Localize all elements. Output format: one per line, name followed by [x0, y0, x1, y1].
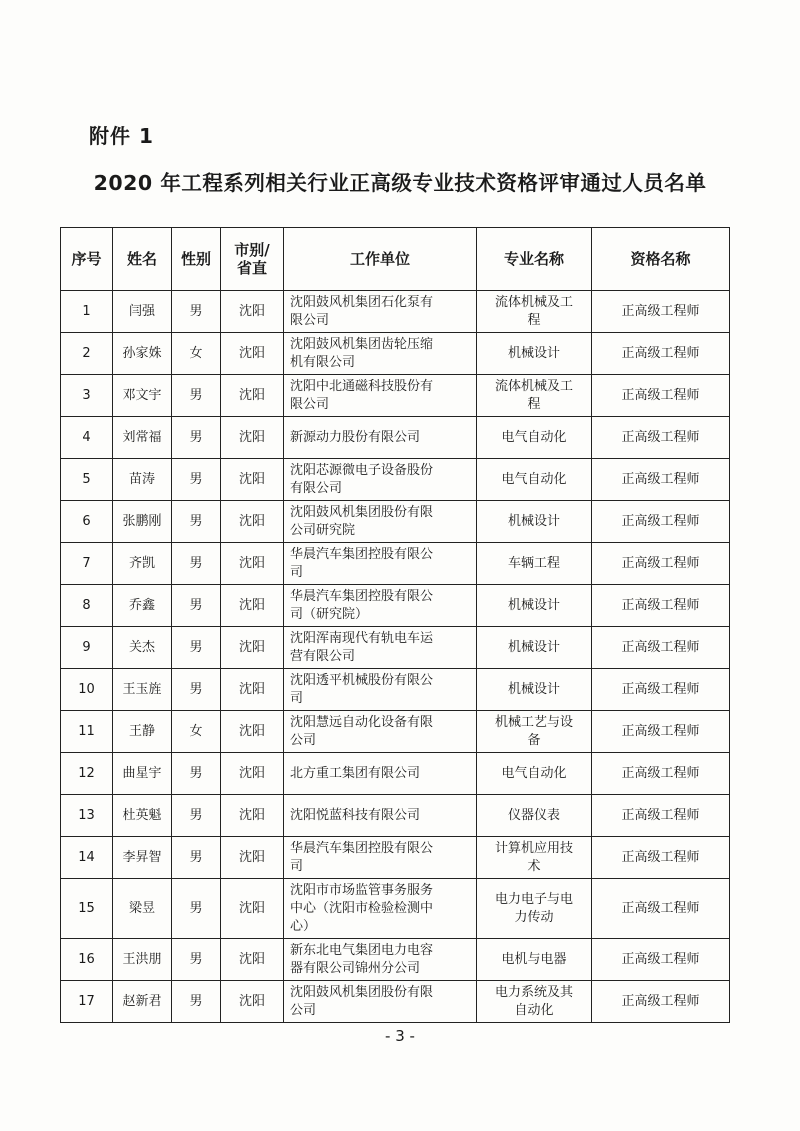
document-title: 2020 年工程系列相关行业正高级专业技术资格评审通过人员名单	[93, 171, 707, 195]
cell-specialty: 电气自动化	[477, 417, 592, 459]
cell-specialty: 计算机应用技 术	[477, 837, 592, 879]
header-region: 市别/ 省直	[221, 228, 284, 291]
table-row	[61, 837, 730, 879]
table-row	[61, 291, 730, 333]
cell-seq: 11	[61, 711, 113, 753]
cell-qualification: 正高级工程师	[592, 669, 730, 711]
table-row	[61, 585, 730, 627]
header-unit: 工作单位	[284, 228, 477, 291]
cell-name: 孙家姝	[113, 333, 172, 375]
cell-specialty: 仪器仪表	[477, 795, 592, 837]
cell-unit: 沈阳鼓风机集团股份有限 公司研究院	[284, 501, 477, 543]
cell-unit: 沈阳市市场监管事务服务 中心（沈阳市检验检测中 心）	[284, 879, 477, 939]
cell-unit: 沈阳芯源微电子设备股份 有限公司	[284, 459, 477, 501]
cell-name: 李昇智	[113, 837, 172, 879]
table-row	[61, 627, 730, 669]
cell-gender: 男	[172, 501, 221, 543]
cell-name: 邓文宇	[113, 375, 172, 417]
cell-gender: 男	[172, 543, 221, 585]
attachment-label: 附件 1	[89, 124, 154, 148]
cell-unit: 华晨汽车集团控股有限公 司	[284, 543, 477, 585]
cell-gender: 女	[172, 333, 221, 375]
cell-name: 齐凯	[113, 543, 172, 585]
table-body	[61, 291, 730, 1023]
cell-specialty: 流体机械及工 程	[477, 375, 592, 417]
cell-qualification: 正高级工程师	[592, 753, 730, 795]
cell-unit: 新东北电气集团电力电容 器有限公司锦州分公司	[284, 939, 477, 981]
header-seq: 序号	[61, 228, 113, 291]
table-row	[61, 417, 730, 459]
cell-qualification: 正高级工程师	[592, 939, 730, 981]
cell-region: 沈阳	[221, 627, 284, 669]
cell-name: 王玉旌	[113, 669, 172, 711]
table-row	[61, 711, 730, 753]
cell-specialty: 电机与电器	[477, 939, 592, 981]
cell-region: 沈阳	[221, 981, 284, 1023]
cell-seq: 4	[61, 417, 113, 459]
table-row	[61, 795, 730, 837]
cell-seq: 8	[61, 585, 113, 627]
cell-gender: 男	[172, 459, 221, 501]
cell-name: 梁昱	[113, 879, 172, 939]
cell-qualification: 正高级工程师	[592, 543, 730, 585]
cell-qualification: 正高级工程师	[592, 981, 730, 1023]
cell-specialty: 电气自动化	[477, 459, 592, 501]
cell-name: 曲星宇	[113, 753, 172, 795]
cell-unit: 新源动力股份有限公司	[284, 417, 477, 459]
cell-gender: 男	[172, 879, 221, 939]
cell-gender: 男	[172, 795, 221, 837]
cell-unit: 北方重工集团有限公司	[284, 753, 477, 795]
cell-region: 沈阳	[221, 879, 284, 939]
cell-gender: 男	[172, 939, 221, 981]
cell-gender: 男	[172, 417, 221, 459]
cell-qualification: 正高级工程师	[592, 333, 730, 375]
table-row	[61, 543, 730, 585]
cell-specialty: 车辆工程	[477, 543, 592, 585]
cell-gender: 男	[172, 585, 221, 627]
table-row	[61, 669, 730, 711]
cell-gender: 男	[172, 291, 221, 333]
cell-specialty: 电气自动化	[477, 753, 592, 795]
table-row	[61, 375, 730, 417]
roster-table	[60, 227, 730, 1023]
cell-region: 沈阳	[221, 585, 284, 627]
cell-gender: 男	[172, 375, 221, 417]
cell-seq: 1	[61, 291, 113, 333]
cell-unit: 沈阳浑南现代有轨电车运 营有限公司	[284, 627, 477, 669]
cell-region: 沈阳	[221, 543, 284, 585]
cell-qualification: 正高级工程师	[592, 711, 730, 753]
cell-unit: 沈阳慧远自动化设备有限 公司	[284, 711, 477, 753]
cell-seq: 17	[61, 981, 113, 1023]
page-number: - 3 -	[385, 1027, 415, 1045]
cell-gender: 男	[172, 837, 221, 879]
cell-qualification: 正高级工程师	[592, 585, 730, 627]
table-header-row	[61, 228, 730, 291]
cell-specialty: 机械设计	[477, 627, 592, 669]
table-row	[61, 333, 730, 375]
header-name: 姓名	[113, 228, 172, 291]
cell-gender: 男	[172, 753, 221, 795]
cell-unit: 沈阳透平机械股份有限公 司	[284, 669, 477, 711]
cell-unit: 沈阳悦蓝科技有限公司	[284, 795, 477, 837]
header-specialty: 专业名称	[477, 228, 592, 291]
cell-region: 沈阳	[221, 459, 284, 501]
cell-qualification: 正高级工程师	[592, 501, 730, 543]
cell-specialty: 电力系统及其 自动化	[477, 981, 592, 1023]
cell-unit: 华晨汽车集团控股有限公 司	[284, 837, 477, 879]
cell-seq: 7	[61, 543, 113, 585]
cell-seq: 3	[61, 375, 113, 417]
cell-name: 杜英魁	[113, 795, 172, 837]
cell-specialty: 机械设计	[477, 669, 592, 711]
cell-region: 沈阳	[221, 837, 284, 879]
cell-specialty: 机械设计	[477, 501, 592, 543]
cell-name: 张鹏刚	[113, 501, 172, 543]
cell-seq: 9	[61, 627, 113, 669]
cell-qualification: 正高级工程师	[592, 375, 730, 417]
cell-region: 沈阳	[221, 753, 284, 795]
cell-specialty: 机械工艺与设 备	[477, 711, 592, 753]
table-row	[61, 753, 730, 795]
cell-region: 沈阳	[221, 501, 284, 543]
cell-gender: 男	[172, 669, 221, 711]
cell-unit: 沈阳鼓风机集团齿轮压缩 机有限公司	[284, 333, 477, 375]
cell-name: 苗涛	[113, 459, 172, 501]
cell-gender: 女	[172, 711, 221, 753]
cell-name: 王静	[113, 711, 172, 753]
cell-unit: 沈阳鼓风机集团石化泵有 限公司	[284, 291, 477, 333]
cell-qualification: 正高级工程师	[592, 417, 730, 459]
cell-qualification: 正高级工程师	[592, 795, 730, 837]
table-row	[61, 501, 730, 543]
cell-region: 沈阳	[221, 375, 284, 417]
cell-seq: 5	[61, 459, 113, 501]
cell-region: 沈阳	[221, 711, 284, 753]
cell-region: 沈阳	[221, 417, 284, 459]
cell-seq: 13	[61, 795, 113, 837]
cell-name: 赵新君	[113, 981, 172, 1023]
table-row	[61, 879, 730, 939]
cell-name: 关杰	[113, 627, 172, 669]
cell-qualification: 正高级工程师	[592, 627, 730, 669]
cell-seq: 12	[61, 753, 113, 795]
cell-gender: 男	[172, 627, 221, 669]
cell-qualification: 正高级工程师	[592, 291, 730, 333]
cell-seq: 16	[61, 939, 113, 981]
header-gender: 性别	[172, 228, 221, 291]
cell-specialty: 电力电子与电 力传动	[477, 879, 592, 939]
cell-name: 乔鑫	[113, 585, 172, 627]
cell-seq: 6	[61, 501, 113, 543]
cell-qualification: 正高级工程师	[592, 879, 730, 939]
cell-seq: 15	[61, 879, 113, 939]
cell-name: 王洪朋	[113, 939, 172, 981]
cell-seq: 2	[61, 333, 113, 375]
cell-qualification: 正高级工程师	[592, 459, 730, 501]
cell-qualification: 正高级工程师	[592, 837, 730, 879]
cell-specialty: 机械设计	[477, 585, 592, 627]
cell-region: 沈阳	[221, 291, 284, 333]
cell-region: 沈阳	[221, 795, 284, 837]
cell-seq: 10	[61, 669, 113, 711]
cell-name: 闫强	[113, 291, 172, 333]
cell-seq: 14	[61, 837, 113, 879]
cell-specialty: 机械设计	[477, 333, 592, 375]
table-row	[61, 939, 730, 981]
header-qualification: 资格名称	[592, 228, 730, 291]
cell-specialty: 流体机械及工 程	[477, 291, 592, 333]
table-row	[61, 459, 730, 501]
cell-unit: 沈阳鼓风机集团股份有限 公司	[284, 981, 477, 1023]
cell-unit: 华晨汽车集团控股有限公 司（研究院）	[284, 585, 477, 627]
cell-region: 沈阳	[221, 333, 284, 375]
cell-region: 沈阳	[221, 669, 284, 711]
table-row	[61, 981, 730, 1023]
cell-gender: 男	[172, 981, 221, 1023]
cell-name: 刘常福	[113, 417, 172, 459]
cell-region: 沈阳	[221, 939, 284, 981]
cell-unit: 沈阳中北通磁科技股份有 限公司	[284, 375, 477, 417]
